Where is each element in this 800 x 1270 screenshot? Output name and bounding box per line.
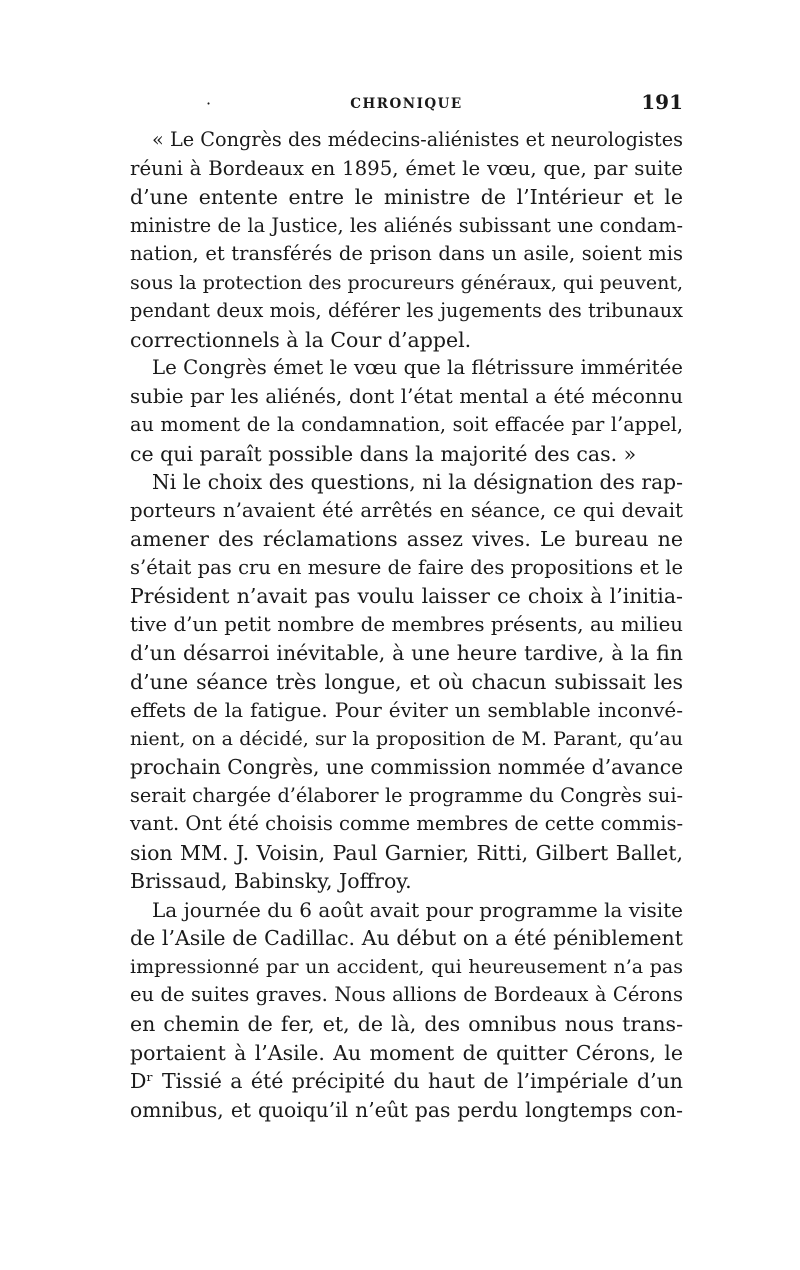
text-line: Dʳ Tissié a été précipité du haut de l’impériale d’un [130, 1069, 683, 1094]
text-line: amener des réclamations assez vives. Le bureau ne [130, 527, 683, 552]
text-line: ministre de la Justice, les aliénés subissant une condam- [130, 213, 683, 237]
text-line: d’une entente entre le ministre de l’Intérieur et le [130, 185, 683, 210]
text-line: nation, et transférés de prison dans un asile, soient mis [130, 242, 683, 266]
text-line: impressionné par un accident, qui heureusement n’a pas [130, 955, 683, 978]
text-line: ce qui paraît possible dans la majorité des cas. » [130, 441, 637, 466]
text-line: effets de la fatigue. Pour éviter un semblable inconvé- [130, 698, 683, 723]
text-line: vant. Ont été choisis comme membres de cette commis- [130, 812, 684, 836]
header-marker: · [206, 94, 212, 113]
text-line: en chemin de fer, et, de là, des omnibus nous trans- [130, 1011, 683, 1036]
text-line: de l’Asile de Cadillac. Au début on a été péniblement [130, 926, 683, 951]
text-line: subie par les aliénés, dont l’état mental a été méconnu [130, 384, 683, 408]
paragraph [130, 354, 683, 468]
paragraph [130, 126, 683, 354]
running-title: CHRONIQUE [350, 96, 463, 112]
text-line: tive d’un petit nombre de membres présents, au milieu [130, 612, 683, 636]
text-line: nient, on a décidé, sur la proposition de M. Parant, qu’au [130, 727, 683, 750]
text-line: au moment de la condamnation, soit effacée par l’appel, [130, 413, 683, 437]
running-head [130, 90, 683, 120]
text-line: d’un désarroi inévitable, à une heure tardive, à la fin [130, 641, 683, 666]
text-line: sion MM. J. Voisin, Paul Garnier, Ritti, Gilbert Ballet, [130, 840, 683, 865]
body-text [130, 126, 683, 1124]
page-number: 191 [641, 90, 683, 114]
text-line: pendant deux mois, déférer les jugements des tribunaux [130, 299, 683, 323]
text-line: sous la protection des procureurs généraux, qui peuvent, [130, 271, 683, 294]
text-line: portaient à l’Asile. Au moment de quitter Cérons, le [130, 1040, 683, 1065]
paragraph [130, 468, 683, 896]
text-line: serait chargée d’élaborer le programme du Congrès sui- [130, 783, 683, 807]
text-line: correctionnels à la Cour d’appel. [130, 327, 472, 352]
text-line: eu de suites graves. Nous allions de Bordeaux à Cérons [130, 983, 683, 1007]
text-line: s’était pas cru en mesure de faire des propositions et le [130, 555, 683, 579]
text-line: réuni à Bordeaux en 1895, émet le vœu, que, par suite [130, 156, 683, 180]
paragraph [130, 896, 683, 1124]
text-line: omnibus, et quoiqu’il n’eût pas perdu longtemps con- [130, 1097, 683, 1122]
text-line: Brissaud, Babinsky, Joffroy. [130, 869, 412, 894]
text-line: prochain Congrès, une commission nommée d’avance [130, 755, 684, 780]
text-line: d’une séance très longue, et où chacun subissait les [130, 669, 683, 694]
text-line: La journée du 6 août avait pour programme la visite [152, 897, 683, 922]
text-line: « Le Congrès des médecins-aliénistes et neurologistes [152, 128, 683, 151]
text-line: Ni le choix des questions, ni la désignation des rap- [152, 470, 683, 495]
text-line: Président n’avait pas voulu laisser ce choix à l’initia- [130, 584, 683, 609]
text-line: Le Congrès émet le vœu que la flétrissure imméritée [152, 356, 683, 380]
text-line: porteurs n’avaient été arrêtés en séance, ce qui devait [130, 498, 683, 522]
